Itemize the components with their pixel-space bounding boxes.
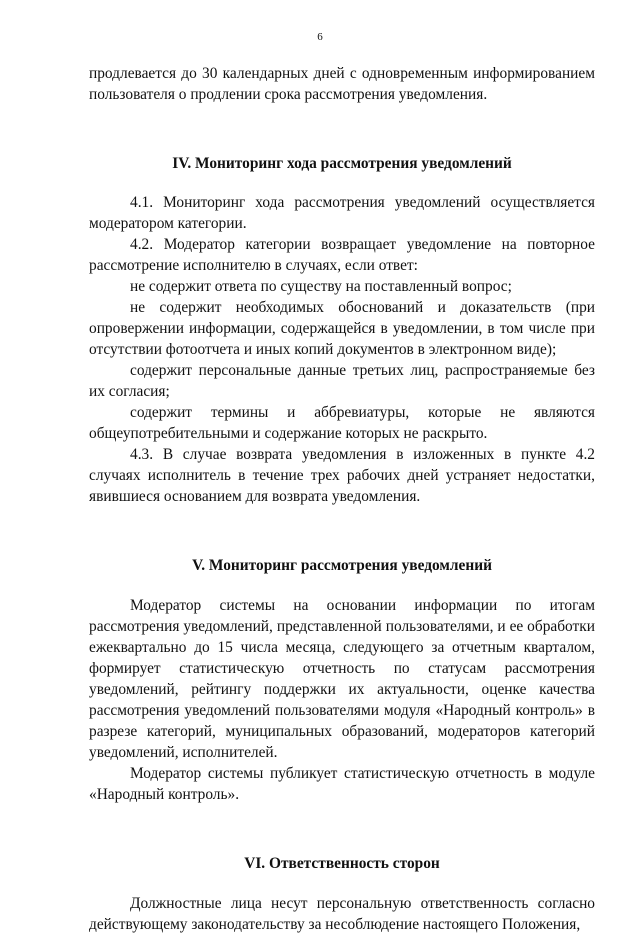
section-4-heading: IV. Мониторинг хода рассмотрения уведомлений (172, 155, 512, 172)
paragraph-5-moderator-reporting: Модератор системы на основании информации по итогам рассмотрения уведомлений, представленной пользователями, и ее обработки ежеквартально до 15 числа месяца, следующего за отчетным кварталом, формирует статистическую отчетность по статусам рассмотрения уведомлений, рейтингу поддержки их актуальности, оценке качества рассмотрения уведомлений пользователями модуля «Народный контроль» в разрезе категорий, муниципальных образований, модераторов категорий уведомлений, исполнителей. (89, 597, 595, 761)
section-6-heading: VI. Ответственность сторон (244, 855, 440, 872)
list-item-no-justification: не содержит необходимых обоснований и доказательств (при опровержении информации, содержащейся в уведомлении, в том числе при отсутствии фотоотчета и иных копий документов в электронном виде); (89, 299, 595, 358)
paragraph-6-responsibility: Должностные лица несут персональную ответственность согласно действующему законодательству за несоблюдение настоящего Положения, (89, 895, 595, 933)
list-item-no-answer: не содержит ответа по существу на поставленный вопрос; (130, 278, 512, 295)
list-item-terms: содержит термины и аббревиатуры, которые не являются общеупотребительными и содержание которых не раскрыто. (89, 404, 595, 442)
paragraph-4-3: 4.3. В случае возврата уведомления в изложенных в пункте 4.2 случаях исполнитель в течение трех рабочих дней устраняет недостатки, явившиеся основанием для возврата уведомления. (89, 446, 595, 505)
list-item-personal-data: содержит персональные данные третьих лиц, распространяемые без их согласия; (89, 362, 595, 400)
section-5-heading: V. Мониторинг рассмотрения уведомлений (192, 557, 492, 574)
page-number: 6 (317, 31, 323, 43)
page-content (89, 63, 595, 935)
opening-paragraph: продлевается до 30 календарных дней с одновременным информированием пользователя о продлении срока рассмотрения уведомления. (89, 65, 595, 103)
paragraph-4-1: 4.1. Мониторинг хода рассмотрения уведомлений осуществляется модератором категории. (89, 194, 595, 232)
paragraph-5-publishing: Модератор системы публикует статистическую отчетность в модуле «Народный контроль». (89, 765, 595, 803)
paragraph-4-2: 4.2. Модератор категории возвращает уведомление на повторное рассмотрение исполнителю в случаях, если ответ: (89, 236, 595, 274)
